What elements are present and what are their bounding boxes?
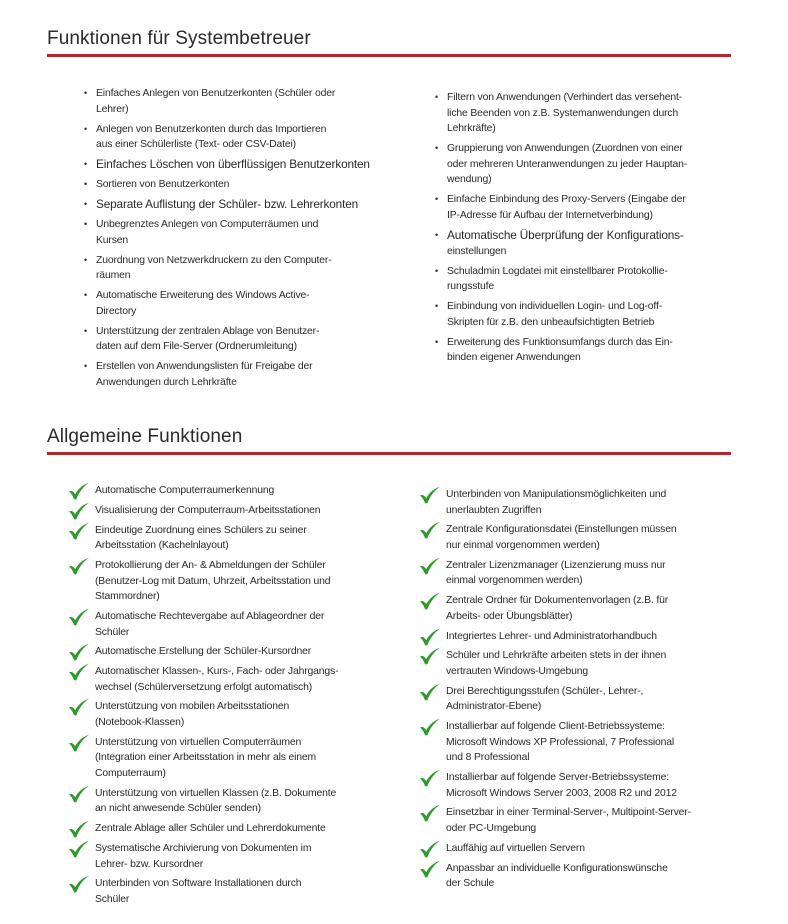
list-item [68,735,408,782]
check-icon [419,860,441,878]
list-item-text: vertrauten Windows-Umgebung [446,665,589,677]
systembetreuer-right-column [435,90,765,370]
list-item [419,629,769,645]
list-item [84,86,414,117]
list-item [68,609,408,640]
list-item-text: rungsstufe [447,281,495,293]
list-item [419,805,769,836]
list-item-text: (Integration einer Arbeitsstation in mehr als einem [95,752,317,764]
list-item-text: Lehrkräfte) [447,123,496,135]
list-item-text: Einsetzbar in einer Terminal-Server-, Multipoint-Server- [446,807,691,819]
list-item [84,253,414,284]
check-icon [419,647,441,665]
check-icon [68,643,90,661]
section-title-allgemein: Allgemeine Funktionen [47,426,243,447]
check-icon [68,820,90,838]
check-icon [419,718,441,736]
list-item-text: Unterbinden von Software Installationen durch [95,878,302,890]
check-icon [68,734,90,752]
list-item [419,770,769,801]
check-icon [419,521,441,539]
list-item [435,192,765,223]
list-item [435,228,765,259]
check-icon [419,592,441,610]
check-icon [68,785,90,803]
list-item-text: Skripten für z.B. den unbeaufsichtigten Betrieb [447,316,655,328]
list-item-text: Schüler [95,893,130,905]
list-item-text: wendung) [447,174,492,186]
list-item-text: • Unbegrenztes Anlegen von Computerräumen und [96,219,319,231]
list-item-text: Lehrer) [96,103,129,115]
list-item-text: (Notebook-Klassen) [95,717,185,729]
list-item [419,648,769,679]
list-item-text: Automatische Rechtevergabe auf Ablageordner der [95,610,325,622]
list-item-text: • Filtern von Anwendungen (Verhindert das versehent- [447,92,683,103]
check-icon [68,502,90,520]
list-item [419,861,769,892]
list-item [68,523,408,554]
check-icon [419,628,441,646]
list-item-text: und 8 Professional [446,752,530,764]
list-item [68,558,408,605]
list-item-text: • Einfache Einbindung des Proxy-Servers (Eingabe der [447,194,686,206]
list-item-text: Directory [96,305,137,317]
feature-list [84,86,414,391]
list-item [84,288,414,319]
feature-checklist [419,487,769,892]
list-item-text: der Schule [446,878,495,890]
list-item-text: Administrator-Ebene) [446,701,542,713]
list-item-text: Unterstützung von virtuellen Klassen (z.B. Dokumente [95,787,337,799]
list-item [435,264,765,295]
list-item-text: Unterstützung von mobilen Arbeitsstationen [95,701,290,713]
list-item-text: Lehrer- bzw. Kursordner [95,858,204,870]
list-item [419,487,769,518]
list-item-text: • Automatische Erweiterung des Windows Active- [96,290,310,302]
list-item [435,335,765,366]
list-item [68,644,408,660]
list-item [68,841,408,872]
list-item-text: • Einfaches Löschen von überflüssigen Benutzerkonten [96,157,370,172]
list-item [84,324,414,355]
list-item-text: Unterbinden von Manipulationsmöglichkeiten und [446,489,667,500]
list-item [435,90,765,137]
list-item-text: • Zuordnung von Netzwerkdruckern zu den Computer- [96,254,332,266]
list-item-text: Zentrale Konfigurationsdatei (Einstellungen müssen [446,524,677,536]
list-item [435,299,765,330]
list-item [68,699,408,730]
list-item-text: Automatische Computerraumerkennung [95,485,275,496]
allgemein-right-column [419,487,769,896]
check-icon [419,804,441,822]
list-item-text: daten auf dem File-Server (Ordnerumleitung) [96,341,297,353]
list-item-text: Computerraum) [95,768,166,779]
list-item-text: Lauffähig auf virtuellen Servern [446,842,585,854]
list-item-text: Schüler und Lehrkräfte arbeiten stets in der ihnen [446,650,667,662]
list-item-text: Visualisierung der Computerraum-Arbeitsstationen [95,504,321,516]
list-item [84,122,414,153]
check-icon [68,608,90,626]
list-item-text: Microsoft Windows XP Professional, 7 Professional [446,736,675,748]
list-item-text: räumen [96,270,131,282]
list-item-text: Unterstützung von virtuellen Computerräumen [95,736,302,748]
list-item-text: • Unterstützung der zentralen Ablage von Benutzer- [96,325,320,337]
list-item-text: • Sortieren von Benutzerkonten [96,179,230,191]
feature-checklist [68,483,408,908]
list-item-text: Microsoft Windows Server 2003, 2008 R2 und 2012 [446,787,677,799]
list-item-text: • Einfaches Anlegen von Benutzerkonten (Schüler oder [96,88,336,99]
list-item-text: Zentrale Ordner für Dokumentenvorlagen (z.B. für [446,595,669,607]
list-item-text: aus einer Schülerliste (Text- oder CSV-Datei) [96,139,296,151]
list-item [68,786,408,817]
check-icon [419,683,441,701]
list-item-text: IP-Adresse für Aufbau der Internetverbindung) [447,209,653,221]
check-icon [419,486,441,504]
check-icon [68,482,90,500]
list-item [84,217,414,248]
list-item [419,684,769,715]
list-item-text: an nicht anwesende Schüler senden) [95,803,261,815]
list-item-text: Schüler [95,626,130,638]
list-item-text: • Einbindung von individuellen Login- und Log-off- [447,301,663,313]
list-item-text: Stammordner) [95,591,160,603]
list-item [68,483,408,499]
list-item-text: Kursen [96,234,129,246]
list-item [84,197,414,213]
feature-list [435,90,765,366]
list-item-text: Eindeutige Zuordnung eines Schülers zu seiner [95,524,307,536]
list-item-text: Automatische Erstellung der Schüler-Kursordner [95,646,312,658]
check-icon [68,557,90,575]
list-item [435,141,765,188]
list-item [84,157,414,173]
allgemein-left-column [68,483,408,912]
list-item-text: binden eigener Anwendungen [447,352,581,364]
list-item-text: Automatischer Klassen-, Kurs-, Fach- oder Jahrgangs- [95,666,339,678]
section-title-systembetreuer: Funktionen für Systembetreuer [47,28,311,49]
list-item [68,821,408,837]
list-item-text: wechsel (Schülerversetzung erfolgt automatisch) [95,681,313,693]
list-item-text: oder PC-Umgebung [446,822,537,834]
check-icon [419,557,441,575]
list-item-text: Systematische Archivierung von Dokumenten im [95,842,312,854]
list-item-text: einmal vorgenommen werden) [446,575,583,587]
list-item-text: liche Beenden von z.B. Systemanwendungen durch [447,107,679,119]
list-item [68,876,408,907]
list-item [84,177,414,193]
list-item [419,522,769,553]
list-item-text: • Gruppierung von Anwendungen (Zuordnen von einer [447,143,683,155]
check-icon [419,840,441,858]
list-item-text: Zentraler Lizenzmanager (Lizenzierung muss nur [446,559,666,571]
list-item-text: Integriertes Lehrer- und Administratorhandbuch [446,630,657,642]
section-divider [47,54,731,57]
check-icon [68,875,90,893]
check-icon [68,840,90,858]
list-item-text: • Erstellen von Anwendungslisten für Freigabe der [96,361,313,373]
list-item-text: • Automatische Überprüfung der Konfigurations- [447,227,684,242]
list-item [68,664,408,695]
list-item-text: • Separate Auflistung der Schüler- bzw. Lehrerkonten [96,197,359,212]
list-item-text: unerlaubten Zugriffen [446,504,542,516]
list-item [419,719,769,766]
systembetreuer-left-column [84,86,414,395]
list-item [68,503,408,519]
list-item-text: nur einmal vorgenommen werden) [446,539,600,551]
list-item-text: Installierbar auf folgende Client-Betriebssysteme: [446,721,665,733]
list-item-text: Anpassbar an individuelle Konfigurationswünsche [446,862,668,874]
list-item-text: Anwendungen durch Lehrkräfte [96,377,237,389]
check-icon [68,663,90,681]
check-icon [419,769,441,787]
check-icon [68,698,90,716]
list-item-text: (Benutzer-Log mit Datum, Uhrzeit, Arbeitsstation und [95,575,331,587]
list-item-text: Drei Berechtigungsstufen (Schüler-, Lehrer-, [446,685,644,697]
list-item-text: oder mehreren Unteranwendungen zu jeder Hauptan- [447,158,688,170]
list-item [419,558,769,589]
list-item [419,593,769,624]
check-icon [68,522,90,540]
list-item-text: Arbeitsstation (Kachelnlayout) [95,540,229,552]
list-item-text: Zentrale Ablage aller Schüler und Lehrerdokumente [95,823,326,835]
list-item-text: Installierbar auf folgende Server-Betriebssysteme: [446,772,669,783]
list-item [419,841,769,857]
list-item-text: einstellungen [447,245,507,257]
list-item [84,359,414,390]
list-item-text: • Anlegen von Benutzerkonten durch das Importieren [96,123,327,135]
list-item-text: • Erweiterung des Funktionsumfangs durch das Ein- [447,336,673,348]
list-item-text: Protokollierung der An- & Abmeldungen der Schüler [95,559,326,571]
list-item-text: Arbeits- oder Übungsblätter) [446,610,573,622]
section-divider [47,452,731,455]
list-item-text: • Schuladmin Logdatei mit einstellbarer Protokollie- [447,265,668,277]
